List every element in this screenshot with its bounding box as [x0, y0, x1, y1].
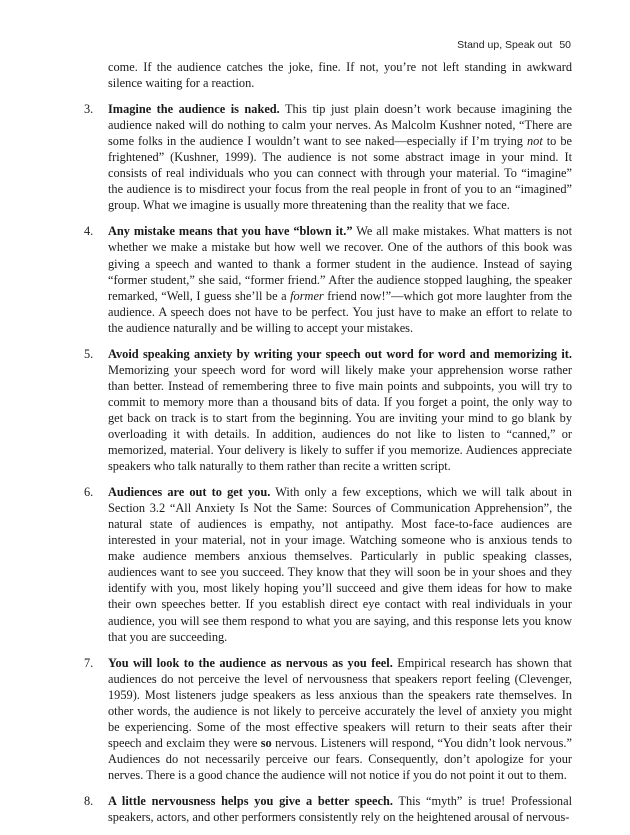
- item-text: With only a few exceptions, which we will talk about in Section 3.2 “All Anxiety Is Not the Same: Sources of Communication Apprehension”, the natural state of audiences is empathy, not antipathy. Most face-to-face audiences are interested in your material, not in your image. Watching someone who is anxious tends to make audience members anxious themselves. Particularly in public speaking classes, audiences want to see you succeed. They know that they will soon be in your shoes and they identify with you, most likely hoping you’ll succeed and give them ideas for how to make their own speeches better. If you establish direct eye contact with real individuals in your audience, you will see them respond to what you are saying, and this response lets you know that you are succeeding.: [108, 485, 572, 644]
- list-item-7: [84, 655, 573, 783]
- item-title: Any mistake means that you have “blown it.”: [108, 224, 353, 239]
- running-header: [457, 39, 571, 51]
- list-item-5: [84, 346, 572, 474]
- list-item-3: [84, 101, 572, 213]
- item-text-cont: friend now!”—which got more laughter from the audience. A speech does not have to be perfect. You just have to make an effort to relate to the audience naturally and be willing to accept your mistakes.: [108, 288, 572, 335]
- item-text: This tip just plain doesn’t work because imagining the audience naked will do nothing to calm your nerves. As Malcolm Kushner noted, “There are some folks in the audience I wouldn’t want to see naked—especially if I’m trying: [108, 102, 572, 149]
- item-number: 7.: [84, 655, 94, 670]
- item-text-cont: nervous. Listeners will respond, “You didn’t look nervous.” Audiences do not necessarily perceive our fears. Consequently, don’t apologize for your nerves. There is a good chance the audience will not notice if you do not point it out to them.: [108, 735, 573, 782]
- item-title: Audiences are out to get you.: [108, 485, 271, 500]
- item-text: This “myth” is true! Professional speakers, actors, and other performers consistently rely on the heightened arousal of nervous-: [108, 793, 573, 825]
- item-emphasis: so: [260, 735, 272, 750]
- item-text: We all make mistakes. What matters is not whether we make a mistake but how well we recover. One of the authors of this book was giving a speech and wanted to thank a former student in the audience. Instead of saying “former student,” she said, “former friend.” After the audience stopped laughing, the speaker remarked, “Well, I guess she’ll be a: [108, 224, 572, 303]
- running-title: Stand up, Speak out: [457, 39, 553, 51]
- item-text: Empirical research has shown that audiences do not perceive the level of nervousness that speakers report feeling (Clevenger, 1959). Most listeners judge speakers as less anxious than the speakers rate themselves. In other words, the audience is not likely to perceive accurately the level of anxiety you might be experiencing. Some of the most effective speakers will return to their seats after their speech and exclaim they were: [108, 655, 572, 750]
- item-text: Memorizing your speech word for word will likely make your apprehension worse rather than better. Instead of remembering three to five main points and subpoints, you will try to commit to memory more than a thousand bits of data. If you forget a point, the only way to get back on track is to start from the beginning. You are inviting your mind to go blank by overloading it with details. In addition, audiences do not like to listen to “canned,” or memorized, material. Your delivery is likely to suffer if you memorize. Audiences appreciate speakers who talk naturally to them rather than recite a written script.: [108, 362, 572, 474]
- item-number: 5.: [84, 346, 94, 361]
- item-title: Avoid speaking anxiety by writing your speech out word for word and memorizing it.: [108, 346, 572, 361]
- item-number: 6.: [84, 485, 94, 500]
- item-title: A little nervousness helps you give a better speech.: [108, 793, 393, 808]
- item-number: 8.: [84, 793, 94, 808]
- list-item-6: [84, 484, 572, 644]
- item-text-cont: to be frightened” (Kushner, 1999). The audience is not some abstract image in your mind. It consists of real individuals who you can connect with through your material. To “imagine” the audience is to misdirect your focus from the real people in front of you to an “imagined” group. What we imagine is usually more threatening than the reality that we face.: [108, 134, 572, 213]
- body-text: [84, 59, 572, 835]
- continued-paragraph: come. If the audience catches the joke, fine. If not, you’re not left standing in awkward silence waiting for a reaction.: [108, 60, 572, 91]
- item-emphasis: not: [526, 134, 543, 149]
- item-title: Imagine the audience is naked.: [108, 102, 280, 117]
- item-title: You will look to the audience as nervous as you feel.: [108, 655, 393, 670]
- page-number: 50: [559, 39, 571, 51]
- item-emphasis: former: [290, 288, 324, 303]
- list-item-8: [84, 793, 573, 825]
- item-number: 3.: [84, 102, 94, 117]
- item-number: 4.: [84, 224, 94, 239]
- list-item-4: [84, 223, 572, 335]
